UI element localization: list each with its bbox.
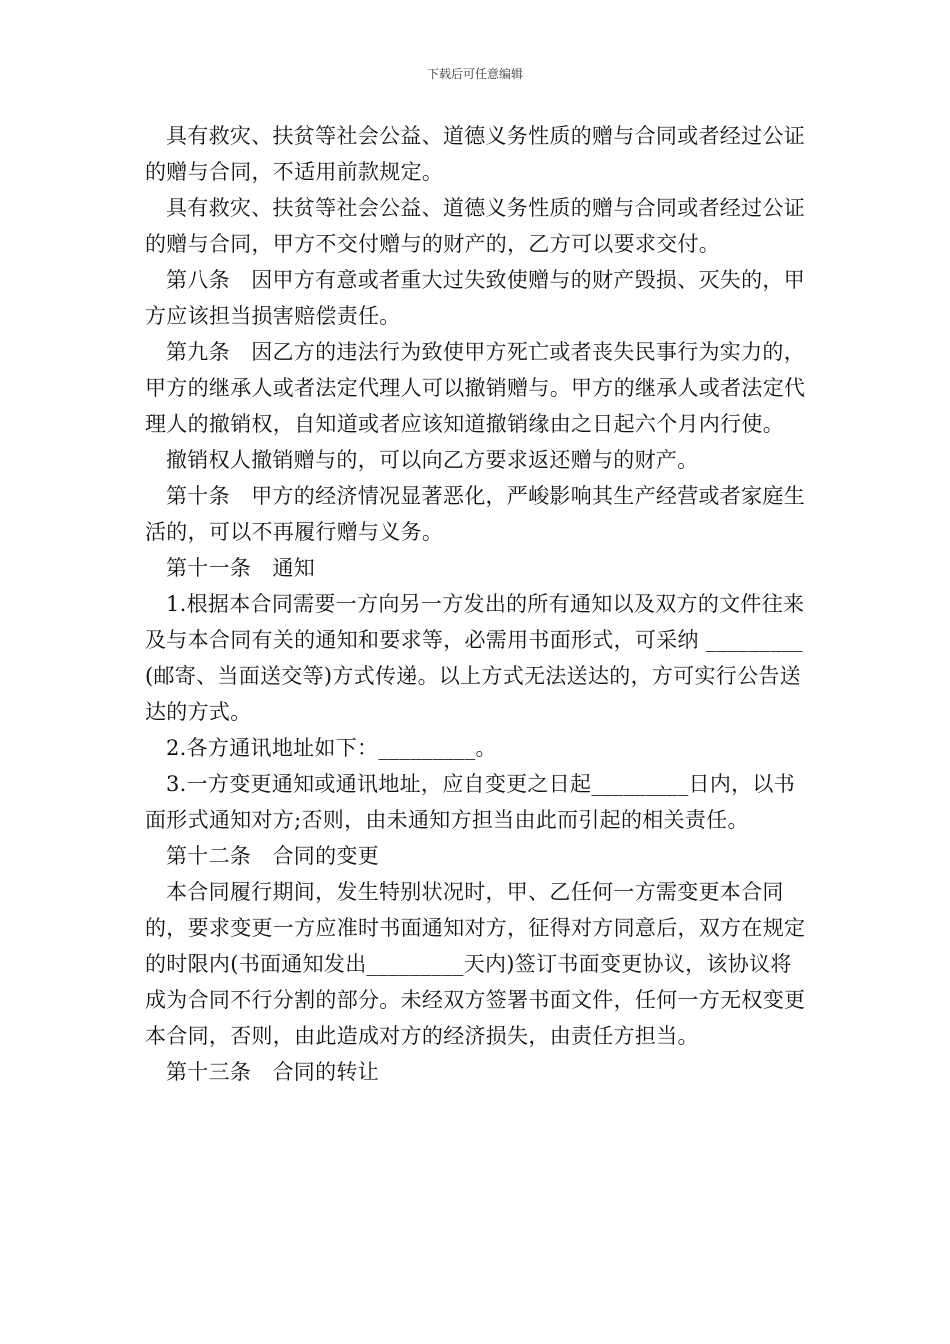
article-13-heading: 第十三条 合同的转让 — [166, 1060, 379, 1084]
paragraph-revocation-return: 撤销权人撤销赠与的，可以向乙方要求返还赠与的财产。 — [166, 448, 699, 472]
paragraph-notarized-delivery: 具有救灾、扶贫等社会公益、道德义务性质的赠与合同或者经过公证的赠与合同，甲方不交付赠与的财产的，乙方可以要求交付。 — [145, 196, 805, 256]
article-9: 第九条 因乙方的违法行为致使甲方死亡或者丧失民事行为实力的，甲方的继承人或者法定代理人可以撤销赠与。甲方的继承人或者法定代理人的撤销权，自知道或者应该知道撤销缘由之日起六个月内行使。 — [145, 340, 806, 436]
article-11-clause-2: 2.各方通讯地址如下：_________。 — [166, 736, 497, 760]
page-header: 下载后可任意编辑 — [426, 67, 523, 81]
article-11-clause-3: 3.一方变更通知或通讯地址，应自变更之日起_________日内，以书面形式通知对方;否则，由未通知方担当由此而引起的相关责任。 — [145, 772, 796, 832]
paragraph-notarized-exception: 具有救灾、扶贫等社会公益、道德义务性质的赠与合同或者经过公证的赠与合同，不适用前款规定。 — [145, 124, 805, 184]
article-11-clause-1: 1.根据本合同需要一方向另一方发出的所有通知以及双方的文件往来及与本合同有关的通知和要求等，必需用书面形式，可采纳 _________(邮寄、当面送交等)方式传递。以上方式无法送达的，方可实行公告送达的方式。 — [145, 592, 805, 724]
article-12-heading: 第十二条 合同的变更 — [166, 844, 379, 868]
article-10: 第十条 甲方的经济情况显著恶化，严峻影响其生产经营或者家庭生活的，可以不再履行赠与义务。 — [145, 484, 805, 544]
document-body — [145, 118, 810, 1090]
article-8: 第八条 因甲方有意或者重大过失致使赠与的财产毁损、灭失的，甲方应该担当损害赔偿责任。 — [145, 268, 805, 328]
article-11-heading: 第十一条 通知 — [166, 556, 316, 580]
article-12-body: 本合同履行期间，发生特别状况时，甲、乙任何一方需变更本合同的，要求变更一方应准时书面通知对方，征得对方同意后，双方在规定的时限内(书面通知发出_________天内)签订书面变更协议，该协议将成为合同不行分割的部分。未经双方签署书面文件，任何一方无权变更本合同，否则，由此造成对方的经济损失，由责任方担当。 — [145, 880, 806, 1048]
